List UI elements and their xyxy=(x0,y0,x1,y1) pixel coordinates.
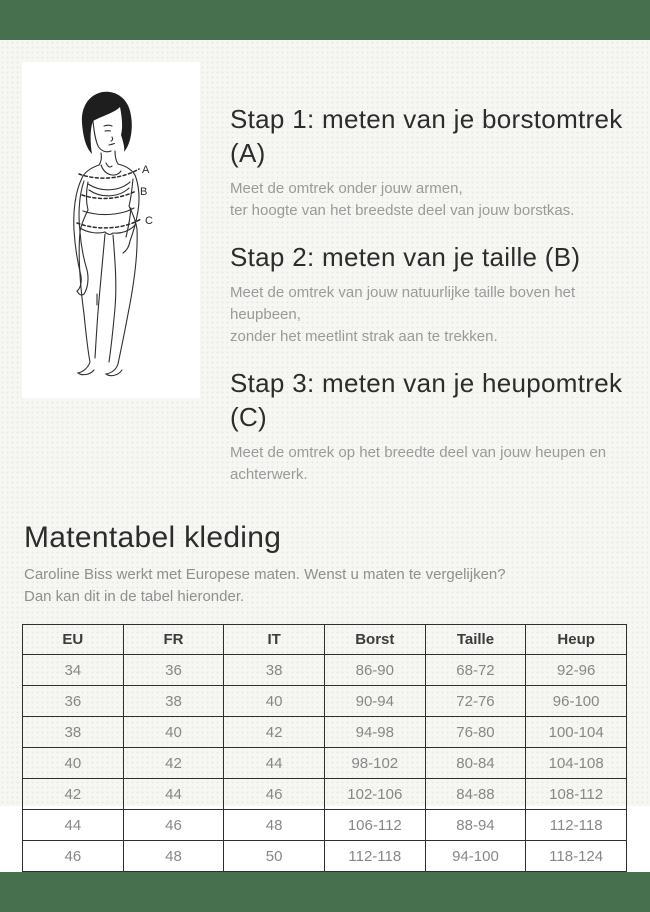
size-cell: 84-88 xyxy=(425,779,526,810)
table-row xyxy=(23,748,627,779)
size-table xyxy=(22,624,627,872)
step-3-description xyxy=(230,442,628,486)
measurement-step-3 xyxy=(230,366,628,486)
size-cell: 42 xyxy=(123,748,224,779)
size-cell: 48 xyxy=(123,841,224,872)
size-cell: 102-106 xyxy=(324,779,425,810)
table-row xyxy=(23,810,627,841)
column-header-fr: FR xyxy=(123,625,224,655)
size-cell: 38 xyxy=(224,655,325,686)
size-cell: 44 xyxy=(224,748,325,779)
step-1-title: Stap 1: meten van je borstomtrek (A) xyxy=(230,104,623,168)
size-cell: 118-124 xyxy=(526,841,627,872)
column-header-taille: Taille xyxy=(425,625,526,655)
size-cell: 34 xyxy=(23,655,124,686)
bust-label: A xyxy=(142,164,150,176)
table-row xyxy=(23,841,627,872)
body-measurement-illustration xyxy=(22,62,200,398)
size-cell: 38 xyxy=(23,717,124,748)
step-2-title: Stap 2: meten van je taille (B) xyxy=(230,242,581,272)
column-header-eu: EU xyxy=(23,625,124,655)
size-cell: 42 xyxy=(224,717,325,748)
figure-card xyxy=(22,62,200,398)
size-cell: 46 xyxy=(123,810,224,841)
size-cell: 94-100 xyxy=(425,841,526,872)
size-cell: 46 xyxy=(23,841,124,872)
size-cell: 112-118 xyxy=(324,841,425,872)
size-cell: 90-94 xyxy=(324,686,425,717)
size-cell: 36 xyxy=(123,655,224,686)
size-cell: 40 xyxy=(224,686,325,717)
section-title: Matentabel kleding xyxy=(24,521,282,554)
size-cell: 40 xyxy=(23,748,124,779)
size-table-body xyxy=(23,655,627,872)
size-cell: 68-72 xyxy=(425,655,526,686)
measurement-step-2 xyxy=(230,240,628,348)
step-1-description-line-2: ter hoogte van het breedste deel van jouw borstkas. xyxy=(230,202,575,219)
waist-measure-line xyxy=(82,191,136,198)
size-cell: 72-76 xyxy=(425,686,526,717)
size-cell: 36 xyxy=(23,686,124,717)
size-cell: 42 xyxy=(23,779,124,810)
column-header-heup: Heup xyxy=(526,625,627,655)
hip-measure-line xyxy=(77,219,141,228)
measurement-step-1 xyxy=(230,102,628,222)
size-table-section xyxy=(22,520,628,872)
size-cell: 98-102 xyxy=(324,748,425,779)
step-2-description-line-1: Meet de omtrek van jouw natuurlijke taille boven het heupbeen, xyxy=(230,284,576,323)
column-header-borst: Borst xyxy=(324,625,425,655)
size-cell: 86-90 xyxy=(324,655,425,686)
size-cell: 94-98 xyxy=(324,717,425,748)
size-cell: 108-112 xyxy=(526,779,627,810)
size-cell: 106-112 xyxy=(324,810,425,841)
size-cell: 44 xyxy=(123,779,224,810)
waist-label: B xyxy=(140,186,148,198)
size-cell: 100-104 xyxy=(526,717,627,748)
size-cell: 112-118 xyxy=(526,810,627,841)
size-cell: 44 xyxy=(23,810,124,841)
size-table-head-row xyxy=(23,625,627,655)
page-content xyxy=(0,40,650,872)
measurement-guide-section xyxy=(22,62,628,504)
figure-hair xyxy=(82,92,132,154)
table-row xyxy=(23,655,627,686)
size-cell: 88-94 xyxy=(425,810,526,841)
step-3-description-line-1: Meet de omtrek op het breedte deel van jouw heupen en achterwerk. xyxy=(230,444,607,483)
size-cell: 76-80 xyxy=(425,717,526,748)
column-header-it: IT xyxy=(224,625,325,655)
size-cell: 40 xyxy=(123,717,224,748)
size-cell: 50 xyxy=(224,841,325,872)
table-row xyxy=(23,779,627,810)
section-intro-line-1: Caroline Biss werkt met Europese maten. Wenst u maten te vergelijken? xyxy=(24,566,506,583)
section-intro xyxy=(24,564,628,608)
table-row xyxy=(23,686,627,717)
size-cell: 38 xyxy=(123,686,224,717)
size-cell: 92-96 xyxy=(526,655,627,686)
size-cell: 80-84 xyxy=(425,748,526,779)
measurement-steps xyxy=(230,62,628,504)
size-cell: 48 xyxy=(224,810,325,841)
size-cell: 104-108 xyxy=(526,748,627,779)
size-cell: 96-100 xyxy=(526,686,627,717)
step-1-description-line-1: Meet de omtrek onder jouw armen, xyxy=(230,180,463,197)
hip-label: C xyxy=(145,215,153,227)
step-1-description xyxy=(230,178,628,222)
step-3-title: Stap 3: meten van je heupomtrek (C) xyxy=(230,368,623,432)
table-row xyxy=(23,717,627,748)
size-cell: 46 xyxy=(224,779,325,810)
bottom-bar xyxy=(0,872,650,912)
top-bar xyxy=(0,0,650,40)
step-2-description xyxy=(230,282,628,348)
section-intro-line-2: Dan kan dit in de tabel hieronder. xyxy=(24,588,245,605)
step-2-description-line-2: zonder het meetlint strak aan te trekken. xyxy=(230,328,498,345)
